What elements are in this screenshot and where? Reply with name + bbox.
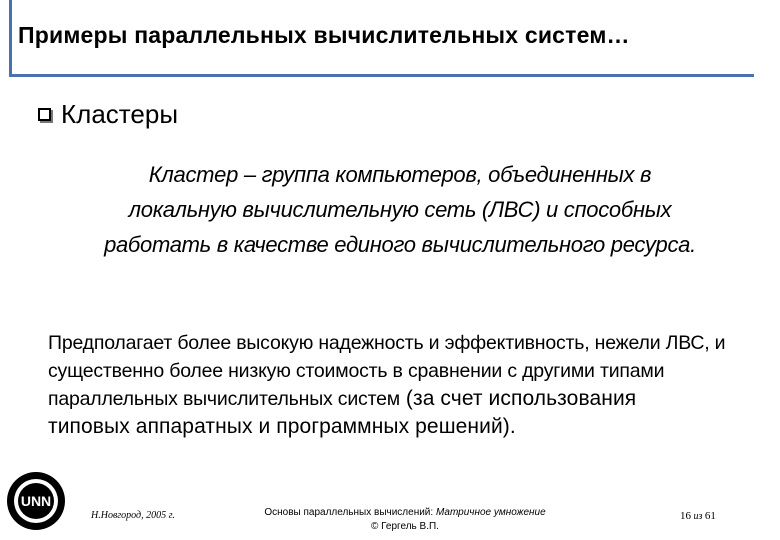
footer-page-number: [680, 510, 716, 522]
body-line-3-plain: (за счет использования: [399, 387, 637, 410]
footer-author: © Гергель В.П.: [371, 521, 439, 532]
title-vertical-rule: [9, 0, 12, 77]
page-total: 61: [704, 510, 716, 522]
page-separator: из: [691, 511, 705, 522]
bullet-label: Кластеры: [61, 99, 178, 129]
cluster-definition: [80, 157, 720, 262]
body-line-4: типовых аппаратных и программных решений).: [48, 415, 516, 438]
slide-title: Примеры параллельных вычислительных систем…: [18, 22, 630, 48]
definition-line-3: работать в качестве единого вычислительного ресурса.: [104, 232, 696, 257]
bullet-item-clusters: [38, 99, 178, 130]
footer-course-info: [240, 506, 570, 534]
definition-line-1: Кластер – группа компьютеров, объединенных в: [148, 162, 652, 187]
footer-course-prefix: Основы параллельных вычислений:: [264, 507, 436, 518]
footer-course-line: [240, 506, 570, 520]
page-current: 16: [680, 510, 691, 522]
definition-line-2: локальную вычислительную сеть (ЛВС) и способных: [128, 197, 672, 222]
logo-text: UNN: [20, 493, 52, 509]
title-underline: [9, 74, 754, 77]
footer-course-topic: Матричное умножение: [435, 507, 546, 518]
footer-place-date: Н.Новгород, 2005 г.: [91, 510, 175, 521]
body-line-2: существенно более низкую стоимость в сравнении с другими типами: [48, 360, 665, 382]
body-line-3-styled: параллельных вычислительных систем: [48, 388, 400, 410]
body-line-3: [48, 385, 758, 413]
unn-logo-icon: [5, 470, 67, 532]
body-paragraph: [48, 329, 758, 441]
body-line-1: Предполагает более высокую надежность и эффективность, нежели ЛВС, и: [48, 332, 726, 354]
square-bullet-icon: [38, 108, 51, 121]
